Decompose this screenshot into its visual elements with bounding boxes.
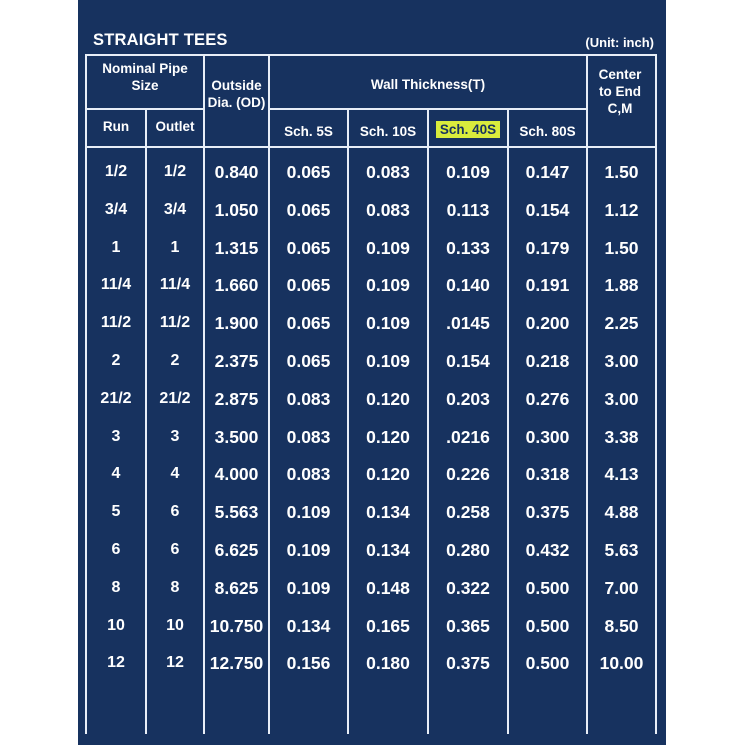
cell-cm: 1.50 — [604, 238, 639, 258]
cell-run: 8 — [111, 579, 121, 596]
cell-s80: 0.179 — [525, 238, 570, 258]
cell-s40: 0.280 — [446, 540, 490, 560]
header-wall-thickness: Wall Thickness(T) — [370, 77, 486, 92]
cell-od: 0.840 — [214, 162, 259, 182]
header-outlet: Outlet — [155, 119, 195, 134]
cell-s80: 0.318 — [525, 464, 570, 484]
cell-run: 6 — [111, 541, 121, 558]
cell-s40: 0.154 — [446, 351, 490, 371]
cell-s10: 0.148 — [366, 578, 410, 598]
cell-s40: 0.133 — [446, 238, 490, 258]
cell-cm: 3.00 — [604, 389, 639, 409]
table-title: STRAIGHT TEES — [93, 31, 228, 49]
cell-outlet: 12 — [166, 654, 184, 671]
cell-cm: 3.38 — [604, 427, 639, 447]
cell-run: 21/2 — [100, 390, 132, 407]
header-sch-5s: Sch. 5S — [284, 124, 333, 139]
cell-od: 12.750 — [209, 653, 264, 673]
cell-s5: 0.065 — [286, 238, 331, 258]
cell-run: 3 — [111, 428, 121, 445]
cell-s10: 0.120 — [366, 464, 410, 484]
cell-od: 6.625 — [214, 540, 259, 560]
cell-s80: 0.191 — [525, 275, 570, 295]
cell-od: 4.000 — [214, 464, 259, 484]
cell-cm: 4.13 — [604, 464, 639, 484]
cell-s80: 0.200 — [525, 313, 570, 333]
cell-s80: 0.432 — [525, 540, 570, 560]
cell-od: 5.563 — [214, 502, 259, 522]
cell-run: 1/2 — [104, 163, 128, 180]
grid-line — [655, 54, 657, 734]
cell-s5: 0.109 — [286, 540, 331, 560]
cell-s10: 0.120 — [366, 427, 410, 447]
cell-od: 2.375 — [214, 351, 259, 371]
cell-s10: 0.109 — [366, 313, 410, 333]
cell-s10: 0.109 — [366, 351, 410, 371]
grid-line — [268, 108, 588, 110]
cell-cm: 8.50 — [604, 616, 639, 636]
cell-s40: 0.375 — [446, 653, 490, 673]
cell-outlet: 11/4 — [159, 276, 191, 293]
straight-tees-table-panel — [78, 0, 666, 745]
cell-s5: 0.083 — [286, 464, 331, 484]
cell-cm: 2.25 — [604, 313, 639, 333]
cell-s5: 0.065 — [286, 313, 331, 333]
cell-s80: 0.276 — [525, 389, 570, 409]
header-center-to-end: Center to End C,M — [598, 67, 642, 116]
cell-s10: 0.134 — [366, 502, 410, 522]
cell-s5: 0.065 — [286, 200, 331, 220]
cell-s40: .0145 — [446, 313, 490, 333]
cell-s5: 0.065 — [286, 162, 331, 182]
cell-s80: 0.500 — [525, 653, 570, 673]
grid-line — [85, 146, 657, 148]
cell-s40: 0.365 — [446, 616, 490, 636]
grid-line — [85, 54, 657, 56]
cell-cm: 10.00 — [599, 653, 644, 673]
cell-s40: 0.140 — [446, 275, 490, 295]
cell-run: 4 — [111, 465, 121, 482]
cell-s10: 0.120 — [366, 389, 410, 409]
cell-outlet: 10 — [166, 617, 184, 634]
cell-cm: 1.88 — [604, 275, 639, 295]
cell-s40: 0.258 — [446, 502, 490, 522]
cell-s10: 0.109 — [366, 275, 410, 295]
cell-outlet: 3/4 — [163, 201, 187, 218]
cell-cm: 1.50 — [604, 162, 639, 182]
cell-s10: 0.083 — [366, 200, 410, 220]
cell-od: 1.315 — [214, 238, 259, 258]
header-nominal-pipe-size: Nominal Pipe Size — [102, 61, 188, 93]
cell-s80: 0.500 — [525, 578, 570, 598]
cell-s80: 0.300 — [525, 427, 570, 447]
cell-s10: 0.109 — [366, 238, 410, 258]
cell-od: 1.660 — [214, 275, 259, 295]
cell-s5: 0.109 — [286, 578, 331, 598]
cell-s40: 0.109 — [446, 162, 490, 182]
cell-s40: .0216 — [446, 427, 490, 447]
sch-40s-highlight: Sch. 40S — [436, 121, 500, 138]
cell-s10: 0.165 — [366, 616, 410, 636]
cell-outlet: 2 — [170, 352, 180, 369]
header-sch-80s: Sch. 80S — [519, 124, 576, 139]
cell-s5: 0.134 — [286, 616, 331, 636]
cell-outlet: 11/2 — [159, 314, 191, 331]
cell-outlet: 8 — [170, 579, 180, 596]
cell-run: 12 — [107, 654, 125, 671]
cell-outlet: 6 — [170, 541, 180, 558]
cell-outlet: 1 — [170, 239, 180, 256]
cell-cm: 4.88 — [604, 502, 639, 522]
cell-s5: 0.083 — [286, 389, 331, 409]
cell-outlet: 6 — [170, 503, 180, 520]
cell-s80: 0.375 — [525, 502, 570, 522]
cell-run: 2 — [111, 352, 121, 369]
cell-od: 3.500 — [214, 427, 259, 447]
cell-s80: 0.500 — [525, 616, 570, 636]
cell-od: 2.875 — [214, 389, 259, 409]
cell-outlet: 4 — [170, 465, 180, 482]
cell-outlet: 21/2 — [159, 390, 191, 407]
cell-s5: 0.156 — [286, 653, 331, 673]
cell-s10: 0.180 — [366, 653, 410, 673]
cell-run: 3/4 — [104, 201, 128, 218]
cell-s10: 0.134 — [366, 540, 410, 560]
cell-s80: 0.218 — [525, 351, 570, 371]
cell-run: 11/2 — [100, 314, 132, 331]
cell-s5: 0.065 — [286, 275, 331, 295]
cell-s40: 0.113 — [446, 200, 490, 220]
cell-s5: 0.083 — [286, 427, 331, 447]
cell-run: 11/4 — [100, 276, 132, 293]
cell-run: 10 — [107, 617, 125, 634]
cell-od: 1.050 — [214, 200, 259, 220]
header-run: Run — [102, 119, 130, 134]
cell-s5: 0.065 — [286, 351, 331, 371]
cell-s10: 0.083 — [366, 162, 410, 182]
cell-cm: 1.12 — [604, 200, 639, 220]
cell-s40: 0.226 — [446, 464, 490, 484]
cell-od: 10.750 — [209, 616, 264, 636]
cell-outlet: 1/2 — [163, 163, 187, 180]
cell-cm: 5.63 — [604, 540, 639, 560]
header-sch-10s: Sch. 10S — [359, 124, 417, 139]
cell-od: 8.625 — [214, 578, 259, 598]
cell-od: 1.900 — [214, 313, 259, 333]
cell-cm: 3.00 — [604, 351, 639, 371]
cell-cm: 7.00 — [604, 578, 639, 598]
header-sch-40s — [429, 121, 507, 138]
cell-s40: 0.203 — [446, 389, 490, 409]
header-outside-dia: Outside Dia. (OD) — [207, 78, 266, 110]
cell-s5: 0.109 — [286, 502, 331, 522]
cell-s80: 0.147 — [525, 162, 570, 182]
cell-run: 1 — [111, 239, 121, 256]
cell-run: 5 — [111, 503, 121, 520]
cell-s40: 0.322 — [446, 578, 490, 598]
cell-outlet: 3 — [170, 428, 180, 445]
unit-label: (Unit: inch) — [585, 35, 654, 50]
grid-line — [85, 108, 205, 110]
cell-s80: 0.154 — [525, 200, 570, 220]
